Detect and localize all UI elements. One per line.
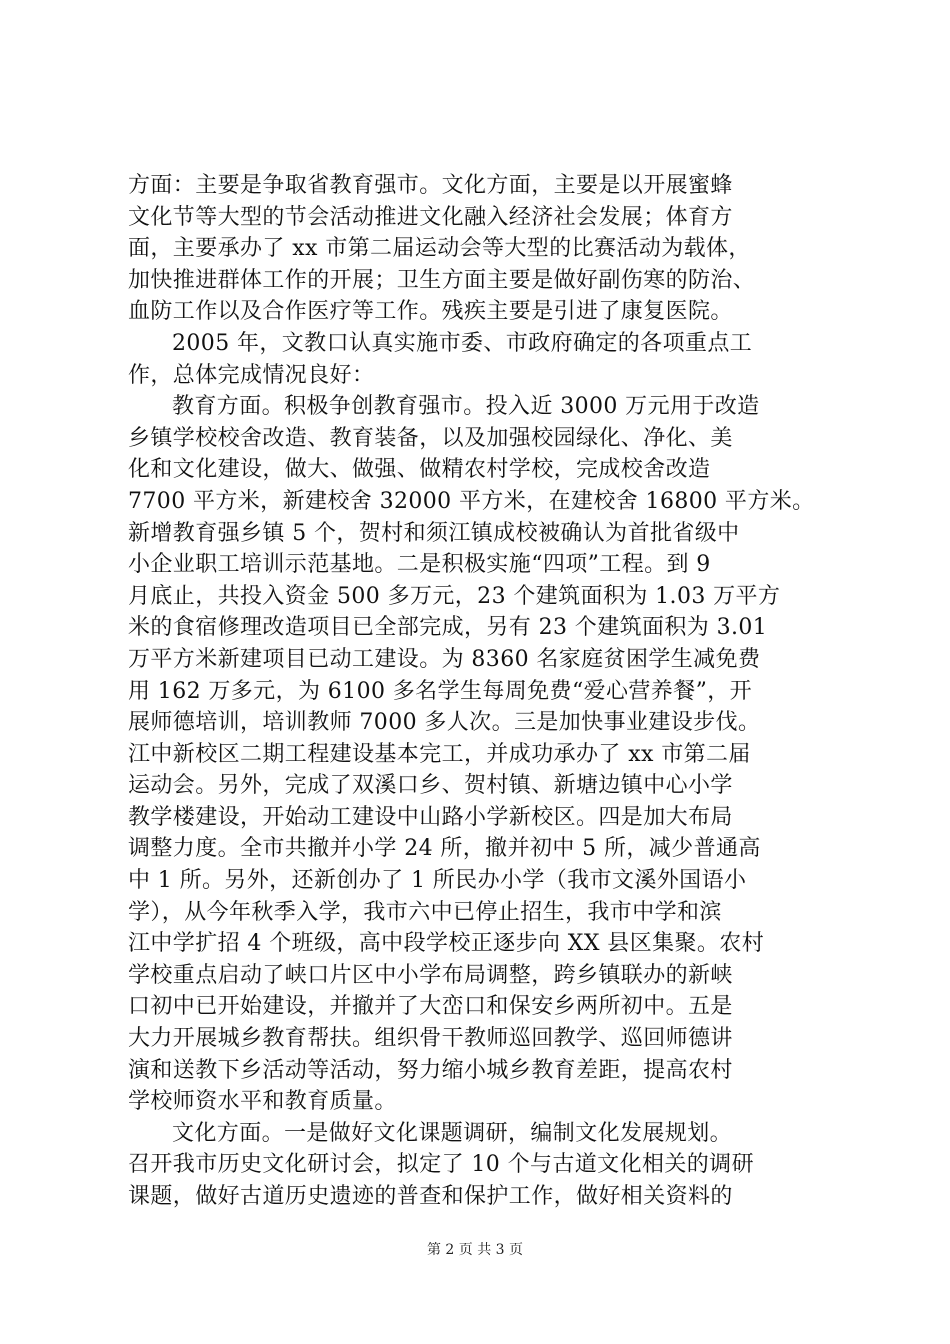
paragraph-start-line: 教育方面。积极争创教育强市。投入近 3000 万元用于改造	[172, 394, 760, 420]
text-line: 面，主要承办了 xx 市第二届运动会等大型的比赛活动为载体，	[128, 236, 751, 262]
text-line: 方面：主要是争取省教育强市。文化方面，主要是以开展蜜蜂	[128, 173, 733, 198]
text-line: 江中学扩招 4 个班级，高中段学校正逐步向 XX 县区集聚。农村	[128, 931, 765, 957]
text-line: 展师德培训，培训教师 7000 多人次。三是加快事业建设步伐。	[128, 710, 761, 736]
text-line: 血防工作以及合作医疗等工作。残疾主要是引进了康复医院。	[128, 299, 733, 325]
text-line: 万平方米新建项目已动工建设。为 8360 名家庭贫困学生减免费	[128, 646, 761, 672]
text-line: 文化节等大型的节会活动推进文化融入经济社会发展；体育方	[128, 204, 733, 230]
text-line: 课题，做好古道历史遗迹的普查和保护工作，做好相关资料的	[128, 1184, 733, 1209]
text-line: 乡镇学校校舍改造、教育装备，以及加强校园绿化、净化、美	[128, 425, 733, 451]
text-line: 中 1 所。另外，还新创办了 1 所民办小学（我市文溪外国语小	[128, 868, 747, 894]
text-line: 小企业职工培训示范基地。二是积极实施“四项”工程。到 9	[128, 552, 711, 578]
paragraph-start-line: 2005 年，文教口认真实施市委、市政府确定的各项重点工	[172, 330, 753, 356]
text-line: 米的食宿修理改造项目已全部完成，另有 23 个建筑面积为 3.01	[128, 615, 768, 641]
text-line: 7700 平方米，新建校舍 32000 平方米，在建校舍 16800 平方米。	[128, 488, 815, 514]
text-line: 教学楼建设，开始动工建设中山路小学新校区。四是加大布局	[128, 804, 733, 830]
text-line: 用 162 万多元，为 6100 多名学生每周免费“爱心营养餐”，开	[128, 678, 753, 704]
text-line: 召开我市历史文化研讨会，拟定了 10 个与古道文化相关的调研	[128, 1152, 754, 1178]
text-line: 学校重点启动了峡口片区中小学布局调整，跨乡镇联办的新峡	[128, 962, 733, 988]
text-line: 大力开展城乡教育帮扶。组织骨干教师巡回教学、巡回师德讲	[128, 1026, 733, 1052]
text-line: 江中新校区二期工程建设基本完工，并成功承办了 xx 市第二届	[128, 741, 751, 767]
text-line: 月底止，共投入资金 500 多万元，23 个建筑面积为 1.03 万平方	[128, 583, 781, 609]
page-number-footer: 第 2 页 共 3 页	[426, 1242, 524, 1258]
text-line: 化和文化建设，做大、做强、做精农村学校，完成校舍改造	[128, 457, 711, 483]
text-line: 作，总体完成情况良好：	[128, 362, 375, 388]
document-body	[128, 170, 828, 1213]
text-line: 口初中已开始建设，并撤并了大峦口和保安乡两所初中。五是	[128, 994, 733, 1020]
text-line: 学），从今年秋季入学，我市六中已停止招生，我市中学和滨	[128, 899, 722, 925]
text-line: 新增教育强乡镇 5 个，贺村和须江镇成校被确认为首批省级中	[128, 520, 740, 546]
text-line: 加快推进群体工作的开展；卫生方面主要是做好副伤寒的防治、	[128, 267, 756, 293]
paragraph-start-line: 文化方面。一是做好文化课题调研，编制文化发展规划。	[172, 1120, 733, 1146]
text-line: 运动会。另外，完成了双溪口乡、贺村镇、新塘边镇中心小学	[128, 773, 733, 799]
text-line: 调整力度。全市共撤并小学 24 所，撤并初中 5 所，减少普通高	[128, 836, 761, 862]
text-line: 演和送教下乡活动等活动，努力缩小城乡教育差距，提高农村	[128, 1057, 733, 1083]
text-line: 学校师资水平和教育质量。	[128, 1089, 397, 1115]
